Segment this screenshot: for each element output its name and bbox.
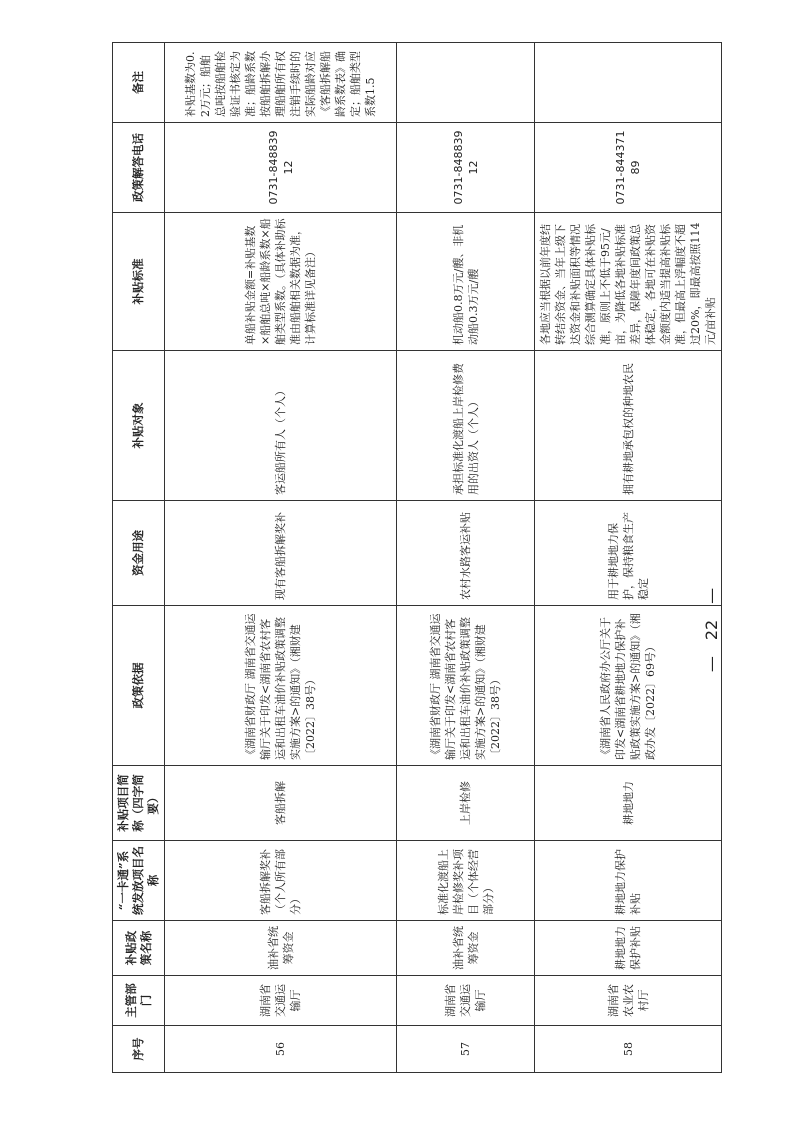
header-phone: 政策解答电话: [113, 123, 165, 213]
cell-seq: 56: [165, 1026, 397, 1073]
cell-system-name: 耕地地力保护补贴: [535, 841, 722, 921]
rotated-table-wrapper: [112, 43, 717, 1073]
cell-dept: 湖南省交通运输厅: [165, 976, 397, 1026]
cell-target: 承担标准化渡船上岸检修费用的出资人（个人）: [397, 351, 535, 501]
cell-standard: 各地应当根据以前年度结转结余资金、当年上级下达资金和补贴面积等情况综合测算确定具体补贴标准，原则上不低于95元/亩，为降低各地补贴标准差异，保障年度间政策总体稳定，各地可在补贴资金额度内适当提高补贴标准，但最高上浮幅度不超过20%，即最高按照114元/亩补贴: [535, 213, 722, 351]
cell-policy-name: 油补省统筹资金: [165, 921, 397, 976]
cell-target: 拥有耕地承包权的种地农民: [535, 351, 722, 501]
header-standard: 补贴标准: [113, 213, 165, 351]
cell-abbr: 耕地地力: [535, 766, 722, 841]
header-dept: 主管部门: [113, 976, 165, 1026]
page-number-value: 22: [701, 619, 721, 641]
cell-system-name: 标准化渡船上岸检修奖补项目（个体经营部分）: [397, 841, 535, 921]
table-header-row: [113, 43, 165, 1073]
header-seq: 序号: [113, 1026, 165, 1073]
cell-policy-name: 耕地地力保护补贴: [535, 921, 722, 976]
page-number-dash-right: —: [701, 587, 721, 604]
cell-basis: 《湖南省财政厅 湖南省交通运输厅关于印发<湖南省农村客运和出租车油价补贴政策调整实施方案>的通知》（湘财建〔2022〕38号）: [165, 606, 397, 766]
table-row: [535, 43, 722, 1073]
header-target: 补贴对象: [113, 351, 165, 501]
page-number: [641, 587, 781, 673]
cell-usage: 用于耕地地力保护，保持粮食生产稳定: [535, 501, 722, 606]
cell-phone: 0731-84883912: [397, 123, 535, 213]
header-note: 备注: [113, 43, 165, 123]
cell-dept: 湖南省交通运输厅: [397, 976, 535, 1026]
cell-phone: 0731-84883912: [165, 123, 397, 213]
cell-policy-name: 油补省统筹资金: [397, 921, 535, 976]
table-row: [397, 43, 535, 1073]
cell-basis: 《湖南省人民政府办公厅关于印发<湖南省耕地地力保护补贴政策实施方案>的通知》（湘政办发〔2022〕69号）: [535, 606, 722, 766]
header-policy-name: 补贴政策名称: [113, 921, 165, 976]
cell-standard: 机动船0.8万元/艘、非机动船0.3万元/艘: [397, 213, 535, 351]
header-system-name: “一卡通”系统发放项目名称: [113, 841, 165, 921]
cell-dept: 湖南省农业农村厅: [535, 976, 722, 1026]
cell-target: 客运船所有人（个人）: [165, 351, 397, 501]
cell-system-name: 客船拆解奖补（个人所有部分）: [165, 841, 397, 921]
cell-phone: 0731-84437189: [535, 123, 722, 213]
cell-note: [397, 43, 535, 123]
cell-abbr: 客船拆解: [165, 766, 397, 841]
cell-note: [535, 43, 722, 123]
cell-usage: 农村水路客运补贴: [397, 501, 535, 606]
subsidy-policy-table: [112, 42, 722, 1073]
table-row: [165, 43, 397, 1073]
cell-seq: 57: [397, 1026, 535, 1073]
cell-abbr: 上岸检修: [397, 766, 535, 841]
cell-seq: 58: [535, 1026, 722, 1073]
cell-standard: 单船补贴金额=补贴基数×船舶总吨×船龄系数×船舶类型系数。（具体补助标准由船舶相关数据为准，计算标准详见备注）: [165, 213, 397, 351]
header-usage: 资金用途: [113, 501, 165, 606]
header-abbr: 补贴项目简称（四字简要）: [113, 766, 165, 841]
cell-basis: 《湖南省财政厅 湖南省交通运输厅关于印发<湖南省农村客运和出租车油价补贴政策调整实施方案>的通知》（湘财建〔2022〕38号）: [397, 606, 535, 766]
page-number-dash-left: —: [701, 656, 721, 673]
header-basis: 政策依据: [113, 606, 165, 766]
cell-note: 补贴基数为0.2万元；船舶总吨按船舶检验证书核定为准；船龄系数按船舶拆解办理船舶所有权注销手续时的实际船龄对应《客船拆解船龄系数表》确定；船舶类型系数1.5: [165, 43, 397, 123]
cell-usage: 现有客船拆解奖补: [165, 501, 397, 606]
